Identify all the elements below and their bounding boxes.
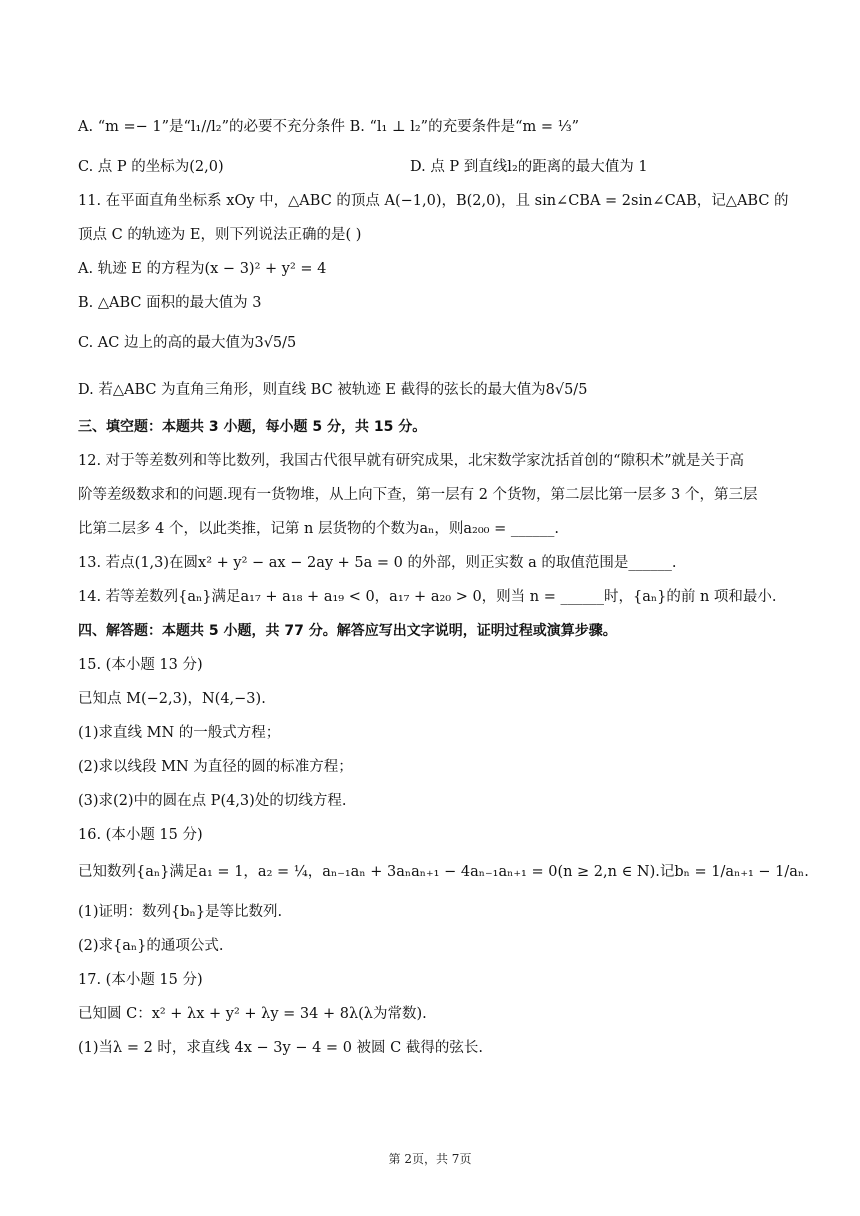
question-15-part-3: (3)求(2)中的圆在点 P(4,3)处的切线方程. [78, 793, 347, 809]
question-17-given: 已知圆 C：x² + λx + y² + λy = 34 + 8λ(λ为常数). [78, 1006, 427, 1022]
question-12-line-2: 阶等差级数求和的问题.现有一货物堆，从上向下查，第一层有 2 个货物，第二层比第一层多 3 个，第三层 [78, 487, 758, 503]
option-d: D. 点 P 到直线l₂的距离的最大值为 1 [410, 159, 648, 175]
section-3-heading: 三、填空题：本题共 3 小题，每小题 5 分，共 15 分。 [78, 419, 427, 435]
q11-option-c: C. AC 边上的高的最大值为3√5/5 [78, 335, 297, 351]
question-17-title: 17. (本小题 15 分) [78, 972, 203, 988]
q11-option-d: D. 若△ABC 为直角三角形，则直线 BC 被轨迹 E 截得的弦长的最大值为8√5/5 [78, 382, 588, 398]
question-15-title: 15. (本小题 13 分) [78, 657, 203, 673]
section-4-heading: 四、解答题：本题共 5 小题，共 77 分。解答应写出文字说明，证明过程或演算步骤。 [78, 623, 617, 639]
question-14: 14. 若等差数列{aₙ}满足a₁₇ + a₁₈ + a₁₉ < 0，a₁₇ + a₂₀ > 0，则当 n = ______时，{aₙ}的前 n 项和最小. [78, 589, 777, 605]
question-11-line-2: 顶点 C 的轨迹为 E，则下列说法正确的是( ) [78, 227, 362, 243]
question-16-part-2: (2)求{aₙ}的通项公式. [78, 938, 224, 954]
question-16-part-1: (1)证明：数列{bₙ}是等比数列. [78, 904, 283, 920]
question-15-part-1: (1)求直线 MN 的一般式方程； [78, 725, 281, 741]
question-15-given: 已知点 M(−2,3)，N(4,−3). [78, 691, 266, 707]
question-13: 13. 若点(1,3)在圆x² + y² − ax − 2ay + 5a = 0 的外部，则正实数 a 的取值范围是______. [78, 555, 677, 571]
question-17-part-1: (1)当λ = 2 时，求直线 4x − 3y − 4 = 0 被圆 C 截得的弦长. [78, 1040, 483, 1056]
q11-option-a: A. 轨迹 E 的方程为(x − 3)² + y² = 4 [78, 261, 327, 277]
question-12-line-1: 12. 对于等差数列和等比数列，我国古代很早就有研究成果，北宋数学家沈括首创的“隙积术”就是关于高 [78, 453, 744, 469]
question-11-line-1: 11. 在平面直角坐标系 xOy 中，△ABC 的顶点 A(−1,0)，B(2,0)，且 sin∠CBA = 2sin∠CAB，记△ABC 的 [78, 193, 789, 209]
q11-option-b: B. △ABC 面积的最大值为 3 [78, 295, 262, 311]
question-16-given: 已知数列{aₙ}满足a₁ = 1，a₂ = ¼，aₙ₋₁aₙ + 3aₙaₙ₊₁ − 4aₙ₋₁aₙ₊₁ = 0(n ≥ 2,n ∈ N).记bₙ = 1/aₙ₊₁ − 1/aₙ. [78, 864, 809, 880]
option-a-b: A. “m =− 1”是“l₁//l₂”的必要不充分条件 B. “l₁ ⊥ l₂”的充要条件是“m = ⅓” [78, 119, 580, 135]
option-c: C. 点 P 的坐标为(2,0) [78, 159, 224, 175]
question-12-line-3: 比第二层多 4 个，以此类推，记第 n 层货物的个数为aₙ，则a₂₀₀ = ______. [78, 521, 559, 537]
question-16-title: 16. (本小题 15 分) [78, 827, 203, 843]
question-15-part-2: (2)求以线段 MN 为直径的圆的标准方程； [78, 759, 353, 775]
page-footer: 第 2页，共 7页 [388, 1152, 472, 1166]
